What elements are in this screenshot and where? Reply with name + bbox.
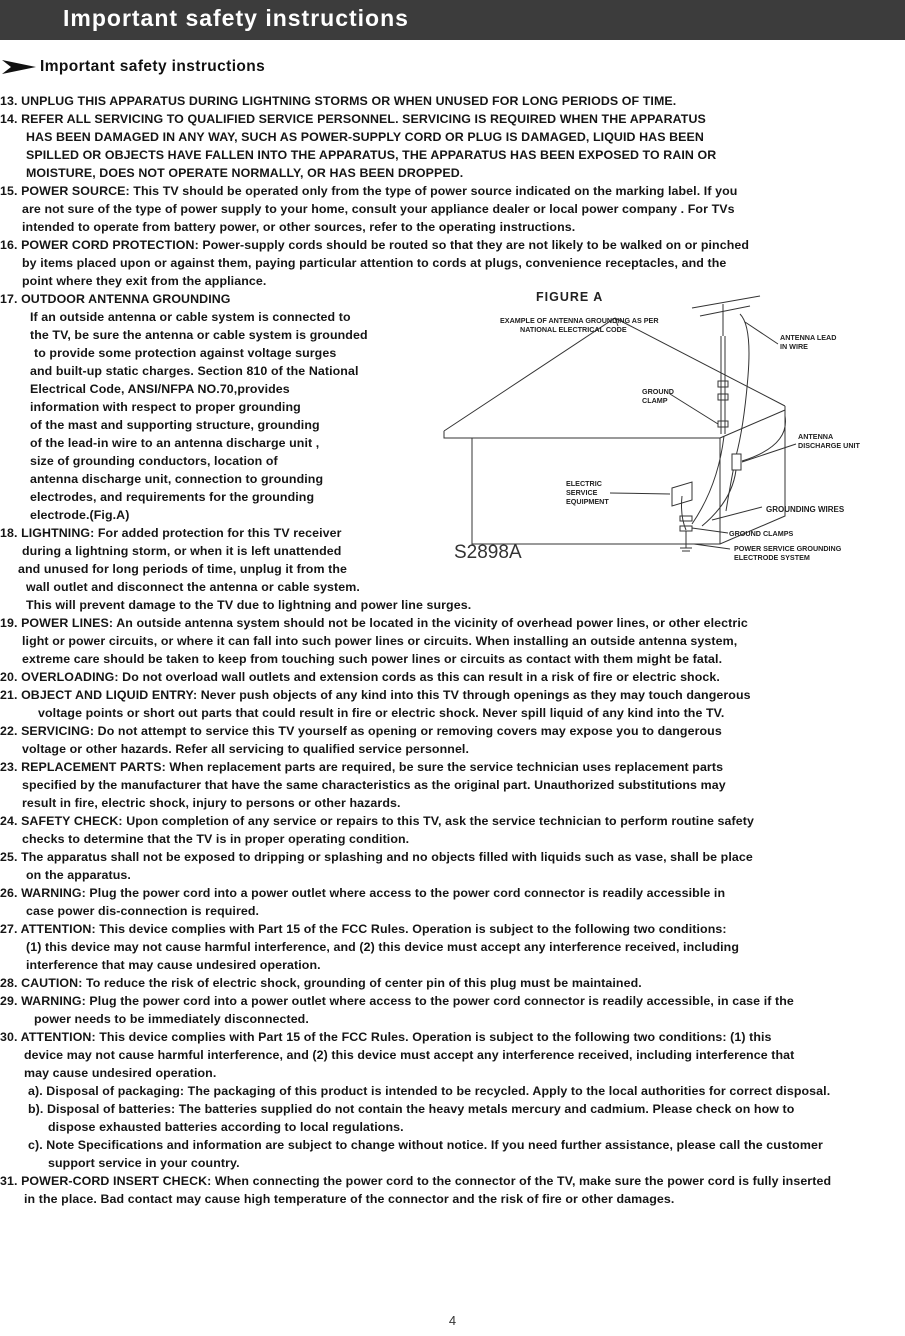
instruction-line: to provide some protection against voltage surges xyxy=(34,346,337,360)
antenna-grounding-diagram xyxy=(430,286,900,576)
instruction-line: intended to operate from battery power, or other sources, refer to the operating instructions. xyxy=(22,220,576,234)
instruction-line: in the place. Bad contact may cause high temperature of the connector and the risk of fire or other damages. xyxy=(24,1192,675,1206)
instruction-line: and built-up static charges. Section 810 of the National xyxy=(30,364,359,378)
instruction-line: case power dis-connection is required. xyxy=(26,904,260,918)
instruction-line: of the lead-in wire to an antenna discharge unit , xyxy=(30,436,320,450)
electrode-system-label-2: ELECTRODE SYSTEM xyxy=(734,553,810,562)
instruction-line: 16. POWER CORD PROTECTION: Power-supply cords should be routed so that they are not likely to be walked on or pinched xyxy=(0,238,750,252)
instruction-line: of the mast and supporting structure, grounding xyxy=(30,418,320,432)
instruction-line: 27. ATTENTION: This device complies with Part 15 of the FCC Rules. Operation is subject to the following two conditions: xyxy=(0,922,727,936)
ground-clamps-label: GROUND CLAMPS xyxy=(729,529,794,538)
figure-subtitle-2: NATIONAL ELECTRICAL CODE xyxy=(520,325,627,334)
instruction-line: wall outlet and disconnect the antenna or cable system. xyxy=(26,580,360,594)
ground-clamp-label-2: CLAMP xyxy=(642,396,668,405)
instruction-line: checks to determine that the TV is in proper operating condition. xyxy=(22,832,410,846)
antenna-lead-label-2: IN WIRE xyxy=(780,342,808,351)
instruction-line: 20. OVERLOADING: Do not overload wall outlets and extension cords as this can result in a risk of fire or electric shock. xyxy=(0,670,720,684)
instruction-line: interference that may cause undesired operation. xyxy=(26,958,321,972)
instruction-line: the TV, be sure the antenna or cable system is grounded xyxy=(30,328,368,342)
instruction-line: 28. CAUTION: To reduce the risk of electric shock, grounding of center pin of this plug must be maintained. xyxy=(0,976,642,990)
instruction-line: result in fire, electric shock, injury to persons or other hazards. xyxy=(22,796,401,810)
antenna-grounding-figure xyxy=(430,286,900,576)
instruction-line: are not sure of the type of power supply to your home, consult your appliance dealer or local power company . For TVs xyxy=(22,202,735,216)
instruction-line: (1) this device may not cause harmful interference, and (2) this device must accept any interference received, including xyxy=(26,940,739,954)
instruction-line: and unused for long periods of time, unplug it from the xyxy=(18,562,348,576)
instruction-line: during a lightning storm, or when it is left unattended xyxy=(22,544,342,558)
instruction-line: power needs to be immediately disconnected. xyxy=(34,1012,309,1026)
instruction-line: specified by the manufacturer that have the same characteristics as the original part. Unauthorized substitutions may xyxy=(22,778,726,792)
instruction-line: voltage or other hazards. Refer all servicing to qualified service personnel. xyxy=(22,742,470,756)
instruction-line: MOISTURE, DOES NOT OPERATE NORMALLY, OR HAS BEEN DROPPED. xyxy=(26,166,464,180)
instruction-line: a). Disposal of packaging: The packaging of this product is intended to be recycled. Apply to the local authorities for correct disposal. xyxy=(28,1084,831,1098)
instruction-line: b). Disposal of batteries: The batteries supplied do not contain the heavy metals mercury and cadmium. Please check on how to xyxy=(28,1102,795,1116)
instruction-line: support service in your country. xyxy=(48,1156,240,1170)
instruction-line: extreme care should be taken to keep from touching such power lines or circuits as contact with them might be fatal. xyxy=(22,652,723,666)
grounding-wires-label: GROUNDING WIRES xyxy=(766,505,845,514)
figure-subtitle-1: EXAMPLE OF ANTENNA GROUNDING AS PER xyxy=(500,316,659,325)
page-number: 4 xyxy=(448,1313,457,1328)
instruction-line: 24. SAFETY CHECK: Upon completion of any service or repairs to this TV, ask the service technician to perform routine safety xyxy=(0,814,754,828)
instruction-line: antenna discharge unit, connection to grounding xyxy=(30,472,324,486)
instruction-line: 18. LIGHTNING: For added protection for this TV receiver xyxy=(0,526,342,540)
instruction-line: may cause undesired operation. xyxy=(24,1066,217,1080)
discharge-unit-label-1: ANTENNA xyxy=(798,432,834,441)
electric-service-label-1: ELECTRIC xyxy=(566,479,602,488)
header-bar xyxy=(0,0,905,40)
antenna-lead-label-1: ANTENNA LEAD xyxy=(780,333,837,342)
instruction-line: 15. POWER SOURCE: This TV should be operated only from the type of power source indicated on the marking label. If you xyxy=(0,184,738,198)
instruction-line: by items placed upon or against them, paying particular attention to cords at plugs, convenience receptacles, and the xyxy=(22,256,727,270)
instruction-line: 22. SERVICING: Do not attempt to service this TV yourself as opening or removing covers may expose you to dangerous xyxy=(0,724,722,738)
instruction-line: 23. REPLACEMENT PARTS: When replacement parts are required, be sure the service technician uses replacement parts xyxy=(0,760,724,774)
instruction-line: 26. WARNING: Plug the power cord into a power outlet where access to the power cord connector is readily accessible in xyxy=(0,886,726,900)
instruction-line: 17. OUTDOOR ANTENNA GROUNDING xyxy=(0,292,231,306)
instruction-line: information with respect to proper grounding xyxy=(30,400,301,414)
instruction-line: point where they exit from the appliance. xyxy=(22,274,267,288)
instruction-line: If an outside antenna or cable system is connected to xyxy=(30,310,351,324)
model-number: S2898A xyxy=(454,542,522,563)
section-title: Important safety instructions xyxy=(40,58,266,75)
instruction-line: voltage points or short out parts that could result in fire or electric shock. Never spill liquid of any kind into the TV. xyxy=(38,706,725,720)
electric-service-label-3: EQUIPMENT xyxy=(566,497,609,506)
discharge-unit-label-2: DISCHARGE UNIT xyxy=(798,441,860,450)
instruction-line: 13. UNPLUG THIS APPARATUS DURING LIGHTNING STORMS OR WHEN UNUSED FOR LONG PERIODS OF TIME. xyxy=(0,94,677,108)
instruction-line: 21. OBJECT AND LIQUID ENTRY: Never push objects of any kind into this TV through openings as they may touch dangerous xyxy=(0,688,751,702)
instruction-line: light or power circuits, or where it can fall into such power lines or circuits. When installing an outside antenna system, xyxy=(22,634,738,648)
instruction-line: size of grounding conductors, location of xyxy=(30,454,278,468)
instruction-line: electrode.(Fig.A) xyxy=(30,508,130,522)
instruction-line: 30. ATTENTION: This device complies with Part 15 of the FCC Rules. Operation is subject to the following two conditions: (1) this xyxy=(0,1030,772,1044)
instruction-line: dispose exhausted batteries according to local regulations. xyxy=(48,1120,404,1134)
instruction-line: 29. WARNING: Plug the power cord into a power outlet where access to the power cord connector is readily accessible, in case if the xyxy=(0,994,794,1008)
instruction-line: 31. POWER-CORD INSERT CHECK: When connecting the power cord to the connector of the TV, make sure the power cord is fully inserted xyxy=(0,1174,832,1188)
figure-title: FIGURE A xyxy=(536,290,604,304)
instruction-line: electrodes, and requirements for the grounding xyxy=(30,490,315,504)
instruction-line: 19. POWER LINES: An outside antenna system should not be located in the vicinity of overhead power lines, or other electric xyxy=(0,616,748,630)
instruction-line: 25. The apparatus shall not be exposed to dripping or splashing and no objects filled with liquids such as vase, shall be place xyxy=(0,850,753,864)
instruction-line: 14. REFER ALL SERVICING TO QUALIFIED SERVICE PERSONNEL. SERVICING IS REQUIRED WHEN THE APPARATUS xyxy=(0,112,706,126)
instruction-line: This will prevent damage to the TV due to lightning and power line surges. xyxy=(26,598,472,612)
arrow-icon xyxy=(2,60,36,74)
instruction-line: on the apparatus. xyxy=(26,868,131,882)
header-title: Important safety instructions xyxy=(63,5,409,31)
electrode-system-label-1: POWER SERVICE GROUNDING xyxy=(734,544,842,553)
instruction-line: device may not cause harmful interference, and (2) this device must accept any interference received, including interference that xyxy=(24,1048,795,1062)
instruction-line: SPILLED OR OBJECTS HAVE FALLEN INTO THE APPARATUS, THE APPARATUS HAS BEEN EXPOSED TO RAIN OR xyxy=(26,148,717,162)
ground-clamp-label-1: GROUND xyxy=(642,387,674,396)
instruction-line: HAS BEEN DAMAGED IN ANY WAY, SUCH AS POWER-SUPPLY CORD OR PLUG IS DAMAGED, LIQUID HAS BEEN xyxy=(26,130,704,144)
instruction-line: Electrical Code, ANSI/NFPA NO.70,provides xyxy=(30,382,290,396)
instruction-line: c). Note Specifications and information are subject to change without notice. If you need further assistance, please call the customer xyxy=(28,1138,823,1152)
electric-service-label-2: SERVICE xyxy=(566,488,598,497)
